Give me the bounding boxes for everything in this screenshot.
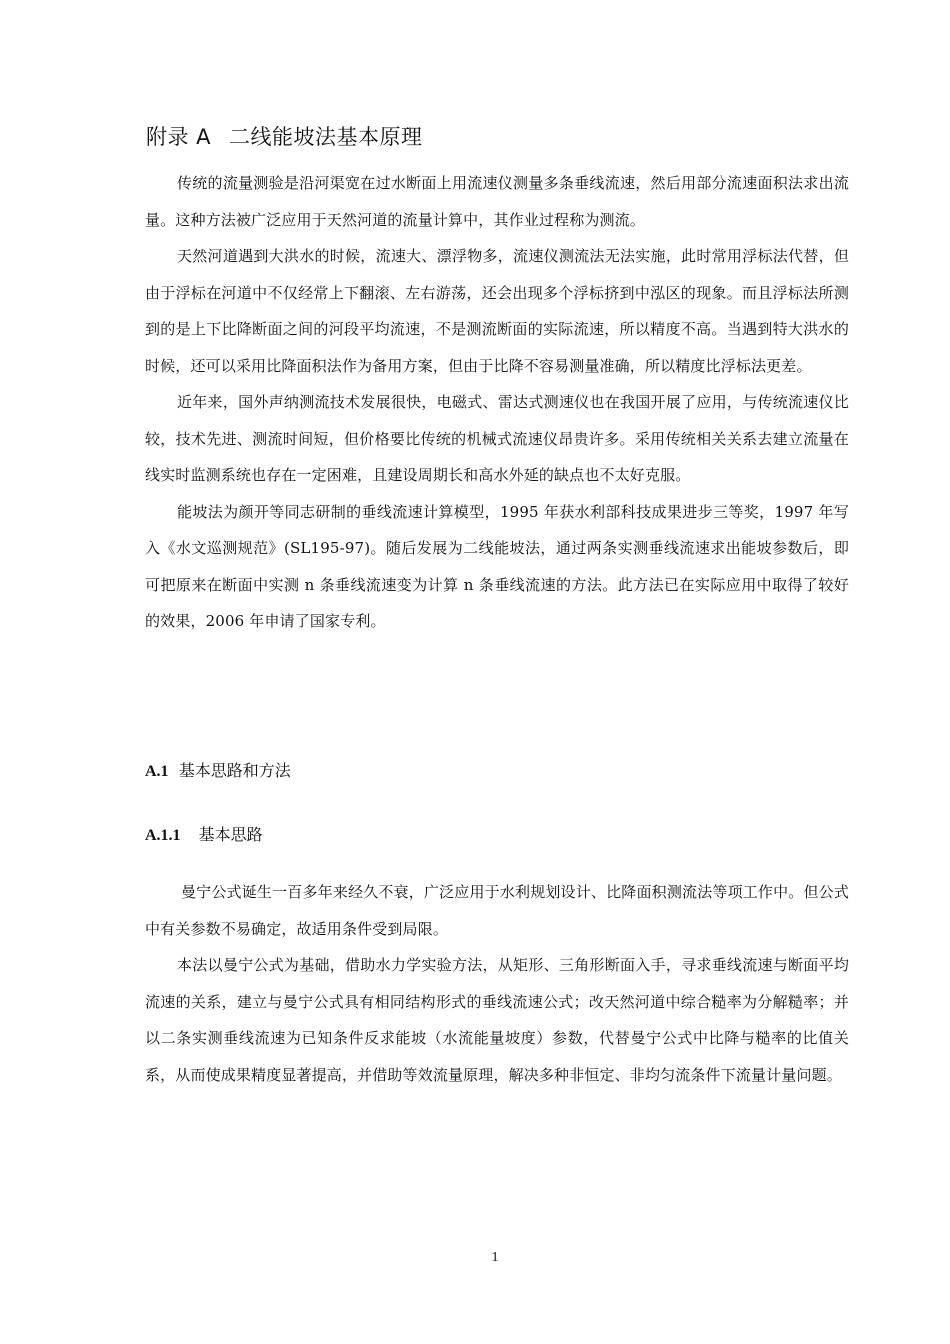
paragraph: 能坡法为颜开等同志研制的垂线流速计算模型，1995 年获水利部科技成果进步三等奖，1997 年写入《水文巡测规范》(SL195-97)。随后发展为二线能坡法，通过两条实测垂线流速求出能坡参数后，即可把原来在断面中实测 n 条垂线流速变为计算 n 条垂线流速的方法。此方法已在实际应用中取得了较好的效果，2006 年申请了国家专利。 — [145, 502, 849, 630]
basic-idea-section — [145, 874, 849, 1093]
paragraph: 天然河道遇到大洪水的时候，流速大、漂浮物多，流速仪测流法无法实施，此时常用浮标法代替，但由于浮标在河道中不仅经常上下翻滚、左右游荡，还会出现多个浮标挤到中泓区的现象。而且浮标法所测到的是上下比降断面之间的河段平均流速，不是测流断面的实际流速，所以精度不高。当遇到特大洪水的时候，还可以采用比降面积法作为备用方案，但由于比降不容易测量准确，所以精度比浮标法更差。 — [145, 247, 849, 375]
intro-section — [145, 165, 849, 640]
paragraph: 近年来，国外声纳测流技术发展很快，电磁式、雷达式测速仪也在我国开展了应用，与传统流速仪比较，技术先进、测流时间短，但价格要比传统的机械式流速仪昂贵许多。采用传统相关关系去建立流量在线实时监测系统也存在一定困难，且建设周期长和高水外延的缺点也不太好克服。 — [145, 393, 849, 484]
section-heading-a1 — [145, 758, 291, 781]
paragraph: 传统的流量测验是沿河渠宽在过水断面上用流速仪测量多条垂线流速，然后用部分流速面积法求出流量。这种方法被广泛应用于天然河道的流量计算中，其作业过程称为测流。 — [145, 174, 849, 229]
paragraph: 本法以曼宁公式为基础，借助水力学实验方法，从矩形、三角形断面入手，寻求垂线流速与断面平均流速的关系，建立与曼宁公式具有相同结构形式的垂线流速公式；改天然河道中综合糙率为分解糙率；并以二条实测垂线流速为已知条件反求能坡（水流能量坡度）参数，代替曼宁公式中比降与糙率的比值关系，从而使成果精度显著提高，并借助等效流量原理，解决多种非恒定、非均匀流条件下流量计量问题。 — [145, 956, 849, 1084]
subsection-title: 基本思路 — [198, 825, 263, 844]
subsection-heading-a11 — [145, 822, 263, 845]
appendix-title-text: 二线能坡法基本原理 — [229, 125, 423, 149]
paragraph: 曼宁公式诞生一百多年来经久不衰，广泛应用于水利规划设计、比降面积测流法等项工作中。但公式中有关参数不易确定，故适用条件受到局限。 — [145, 883, 849, 938]
subsection-number: A.1.1 — [145, 827, 181, 844]
section-number: A.1 — [145, 763, 169, 780]
appendix-title — [146, 121, 423, 151]
appendix-prefix: 附录 A — [146, 125, 212, 149]
page-number: 1 — [491, 1250, 499, 1265]
section-title: 基本思路和方法 — [178, 761, 291, 780]
